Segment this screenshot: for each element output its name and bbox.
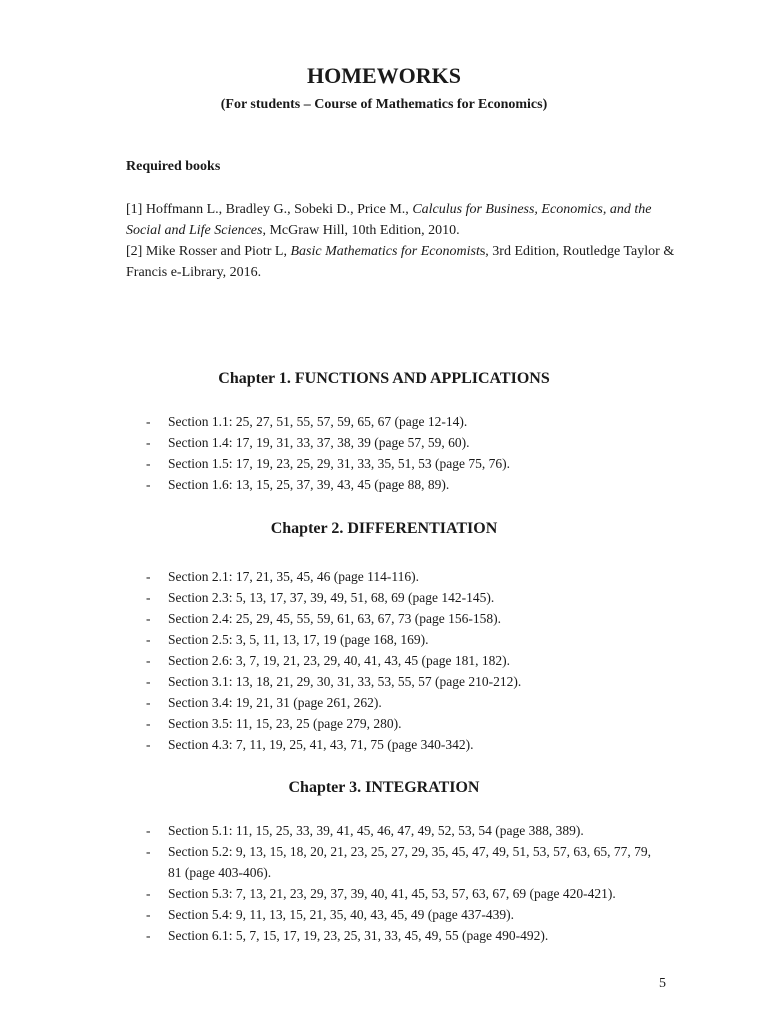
list-marker: - (146, 716, 151, 731)
list-marker: - (146, 569, 151, 584)
list-marker: - (146, 611, 151, 626)
chapter-3 (0, 777, 768, 799)
section-item (146, 566, 666, 587)
list-marker: - (146, 632, 151, 647)
section-item (146, 692, 666, 713)
section-text: Section 1.1: 25, 27, 51, 55, 57, 59, 65, 67 (page 12-14). (168, 414, 468, 429)
section-text: Section 3.1: 13, 18, 21, 29, 30, 31, 33, 53, 55, 57 (page 210-212). (168, 674, 522, 689)
section-item (146, 820, 666, 841)
list-marker: - (146, 414, 151, 429)
reference-authors: Mike Rosser and Piotr L, (145, 244, 287, 259)
section-item (146, 608, 666, 629)
references (126, 199, 676, 283)
section-text: Section 5.2: 9, 13, 15, 18, 20, 21, 23, 25, 27, 29, 35, 45, 47, 49, 51, 53, 57, 63, 65, 77, 79, 81 (page 403-406). (168, 844, 651, 880)
reference-details: , McGraw Hill, 10th Edition, 2010. (262, 223, 460, 238)
page-subtitle: (For students – Course of Mathematics for Economics) (220, 97, 548, 112)
section-text: Section 1.6: 13, 15, 25, 37, 39, 43, 45 (page 88, 89). (168, 477, 450, 492)
chapter-title: Chapter 1. FUNCTIONS AND APPLICATIONS (218, 370, 550, 387)
list-marker: - (146, 653, 151, 668)
reference-item (126, 241, 676, 283)
chapter-1-sections (146, 411, 666, 495)
section-item (146, 734, 666, 755)
section-item (146, 883, 666, 904)
page-title: HOMEWORKS (306, 63, 461, 88)
list-marker: - (146, 456, 151, 471)
section-item (146, 474, 666, 495)
section-text: Section 5.3: 7, 13, 21, 23, 29, 37, 39, 40, 41, 45, 53, 57, 63, 67, 69 (page 420-421). (168, 886, 616, 901)
chapter-title: Chapter 2. DIFFERENTIATION (270, 520, 498, 537)
section-text: Section 3.5: 11, 15, 23, 25 (page 279, 280). (168, 716, 402, 731)
section-text: Section 1.5: 17, 19, 23, 25, 29, 31, 33, 35, 51, 53 (page 75, 76). (168, 456, 510, 471)
list-marker: - (146, 674, 151, 689)
section-item (146, 904, 666, 925)
list-marker: - (146, 477, 151, 492)
chapter-2 (0, 518, 768, 540)
list-marker: - (146, 823, 151, 838)
list-marker: - (146, 737, 151, 752)
section-text: Section 1.4: 17, 19, 31, 33, 37, 38, 39 (page 57, 59, 60). (168, 435, 470, 450)
reference-details: s, 3rd Edition, Routledge Taylor & Francis e-Library, 2016. (126, 244, 675, 280)
page-number: 5 (659, 976, 666, 991)
section-text: Section 2.1: 17, 21, 35, 45, 46 (page 114-116). (168, 569, 419, 584)
reference-number: [2] (126, 244, 143, 259)
required-books-heading: Required books (126, 159, 221, 174)
list-marker: - (146, 928, 151, 943)
chapter-3-sections (146, 820, 666, 946)
section-item (146, 671, 666, 692)
section-text: Section 6.1: 5, 7, 15, 17, 19, 23, 25, 31, 33, 45, 49, 55 (page 490-492). (168, 928, 549, 943)
section-text: Section 2.6: 3, 7, 19, 21, 23, 29, 40, 41, 43, 45 (page 181, 182). (168, 653, 510, 668)
section-item (146, 453, 666, 474)
section-item (146, 629, 666, 650)
reference-authors: Hoffmann L., Bradley G., Sobeki D., Price M., (145, 202, 409, 217)
section-text: Section 2.4: 25, 29, 45, 55, 59, 61, 63, 67, 73 (page 156-158). (168, 611, 501, 626)
section-item (146, 411, 666, 432)
chapter-2-sections (146, 566, 666, 755)
chapter-title: Chapter 3. INTEGRATION (288, 779, 480, 796)
list-marker: - (146, 590, 151, 605)
list-marker: - (146, 695, 151, 710)
list-marker: - (146, 886, 151, 901)
section-item (146, 587, 666, 608)
section-text: Section 3.4: 19, 21, 31 (page 261, 262). (168, 695, 382, 710)
reference-title: Basic Mathematics for Economist (290, 244, 480, 259)
section-item (146, 925, 666, 946)
section-text: Section 5.1: 11, 15, 25, 33, 39, 41, 45, 46, 47, 49, 52, 53, 54 (page 388, 389). (168, 823, 584, 838)
section-text: Section 2.5: 3, 5, 11, 13, 17, 19 (page 168, 169). (168, 632, 429, 647)
chapter-1 (0, 368, 768, 390)
section-text: Section 5.4: 9, 11, 13, 15, 21, 35, 40, 43, 45, 49 (page 437-439). (168, 907, 514, 922)
list-marker: - (146, 844, 151, 859)
section-item (146, 432, 666, 453)
section-item (146, 650, 666, 671)
list-marker: - (146, 907, 151, 922)
section-text: Section 2.3: 5, 13, 17, 37, 39, 49, 51, 68, 69 (page 142-145). (168, 590, 495, 605)
section-item (146, 841, 666, 883)
reference-title: Calculus for Business, Economics, and the Social and Life Sciences (126, 202, 652, 238)
list-marker: - (146, 435, 151, 450)
section-item (146, 713, 666, 734)
reference-item (126, 199, 676, 241)
section-text: Section 4.3: 7, 11, 19, 25, 41, 43, 71, 75 (page 340-342). (168, 737, 474, 752)
reference-number: [1] (126, 202, 143, 217)
